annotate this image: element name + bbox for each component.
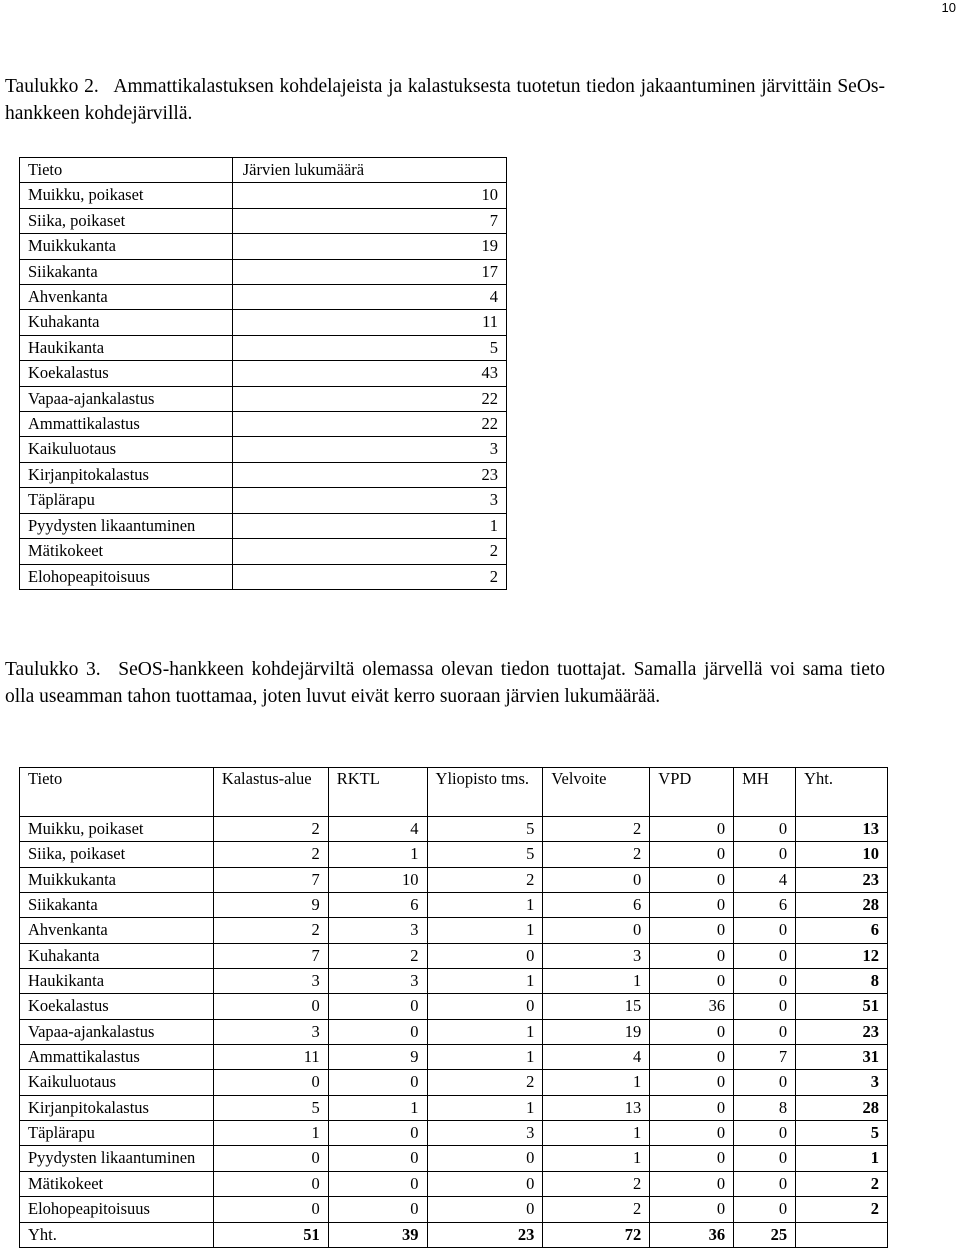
table2-caption-label: Taulukko 2. xyxy=(5,76,99,97)
table3-value-cell: 3 xyxy=(543,943,650,968)
table3-row xyxy=(20,1171,888,1196)
table3-value-cell: 7 xyxy=(213,867,328,892)
table3-value-cell: 5 xyxy=(213,1095,328,1120)
table3-value-cell: 0 xyxy=(650,893,734,918)
table2-header-cell: Tieto xyxy=(20,158,233,183)
table2-row xyxy=(20,285,507,310)
table3-value-cell: 9 xyxy=(328,1045,427,1070)
table3-value-cell: 0 xyxy=(213,1070,328,1095)
table3-value-cell: 19 xyxy=(543,1019,650,1044)
table2-row xyxy=(20,462,507,487)
table3-value-cell: 0 xyxy=(650,1045,734,1070)
table2-value-cell: 17 xyxy=(232,259,506,284)
table3-value-cell: 1 xyxy=(543,969,650,994)
table3-value-cell: 0 xyxy=(427,1197,543,1222)
table3-value-cell: 23 xyxy=(796,867,888,892)
table2-value-cell: 1 xyxy=(232,513,506,538)
table3-value-cell: 0 xyxy=(650,1095,734,1120)
table3-label-cell: Haukikanta xyxy=(20,969,214,994)
table3-row xyxy=(20,867,888,892)
table3-value-cell: 0 xyxy=(543,918,650,943)
table3-value-cell: 0 xyxy=(734,1171,796,1196)
table3-value-cell: 2 xyxy=(543,842,650,867)
table3-value-cell: 8 xyxy=(796,969,888,994)
table3-label-cell: Pyydysten likaantuminen xyxy=(20,1146,214,1171)
table3-total-cell: 25 xyxy=(734,1222,796,1247)
table3-value-cell: 0 xyxy=(328,1121,427,1146)
table3-value-cell: 0 xyxy=(650,918,734,943)
table3-value-cell: 1 xyxy=(427,1019,543,1044)
table2-row xyxy=(20,488,507,513)
table2-value-cell: 22 xyxy=(232,386,506,411)
page-number: 10 xyxy=(941,0,956,15)
table2-label-cell: Pyydysten likaantuminen xyxy=(20,513,233,538)
table3-value-cell: 28 xyxy=(796,1095,888,1120)
table2-row xyxy=(20,335,507,360)
table3-value-cell: 0 xyxy=(213,994,328,1019)
table3-value-cell: 0 xyxy=(734,817,796,842)
table2-row xyxy=(20,539,507,564)
table3-value-cell: 0 xyxy=(650,1171,734,1196)
table3-value-cell: 0 xyxy=(650,817,734,842)
table2-row xyxy=(20,183,507,208)
table3-value-cell: 28 xyxy=(796,893,888,918)
table3-value-cell: 9 xyxy=(213,893,328,918)
table3-caption-text: SeOS-hankkeen kohdejärviltä olemassa olevan tiedon tuottajat. Samalla järvellä voi sama tieto olla useamman tahon tuottamaa, joten luvut eivät kerro suoraan järvien lukumäärää. xyxy=(5,659,886,707)
table3-caption xyxy=(5,656,885,710)
table2-label-cell: Siikakanta xyxy=(20,259,233,284)
table3-value-cell: 5 xyxy=(427,842,543,867)
table2-header-cell: Järvien lukumäärä xyxy=(232,158,506,183)
table3-value-cell: 1 xyxy=(328,842,427,867)
table3-row xyxy=(20,1197,888,1222)
table3-value-cell: 2 xyxy=(796,1171,888,1196)
table3-value-cell: 0 xyxy=(650,867,734,892)
table3-label-cell: Muikku, poikaset xyxy=(20,817,214,842)
table3-value-cell: 4 xyxy=(543,1045,650,1070)
table3-value-cell: 0 xyxy=(328,1197,427,1222)
table3-value-cell: 0 xyxy=(328,1146,427,1171)
table3-value-cell: 10 xyxy=(796,842,888,867)
table3-value-cell: 2 xyxy=(796,1197,888,1222)
table3-label-cell: Kirjanpitokalastus xyxy=(20,1095,214,1120)
table3-header-cell: Yliopisto tms. xyxy=(427,768,543,817)
table3-value-cell: 23 xyxy=(796,1019,888,1044)
table3-label-cell: Ahvenkanta xyxy=(20,918,214,943)
table3-value-cell: 0 xyxy=(427,1146,543,1171)
table3-label-cell: Mätikokeet xyxy=(20,1171,214,1196)
table3-value-cell: 0 xyxy=(427,994,543,1019)
table3-value-cell: 8 xyxy=(734,1095,796,1120)
table3-value-cell: 2 xyxy=(213,817,328,842)
table2-row xyxy=(20,437,507,462)
table3-value-cell: 3 xyxy=(427,1121,543,1146)
table3-value-cell: 0 xyxy=(650,1070,734,1095)
table3-caption-label: Taulukko 3. xyxy=(5,659,101,680)
table3-header-cell: VPD xyxy=(650,768,734,817)
table3-value-cell: 1 xyxy=(796,1146,888,1171)
table2-row xyxy=(20,234,507,259)
table2-label-cell: Koekalastus xyxy=(20,361,233,386)
table3-value-cell: 1 xyxy=(427,1095,543,1120)
table3-value-cell: 3 xyxy=(328,969,427,994)
table3-value-cell: 3 xyxy=(213,1019,328,1044)
table3-value-cell: 3 xyxy=(328,918,427,943)
table3-value-cell: 1 xyxy=(543,1121,650,1146)
table3-value-cell: 2 xyxy=(427,867,543,892)
table3-value-cell: 1 xyxy=(427,893,543,918)
table3-value-cell: 6 xyxy=(734,893,796,918)
table3-row xyxy=(20,969,888,994)
table3-value-cell: 0 xyxy=(213,1146,328,1171)
table3-row xyxy=(20,918,888,943)
table3-value-cell: 12 xyxy=(796,943,888,968)
table3-label-cell: Muikkukanta xyxy=(20,867,214,892)
table3-value-cell: 36 xyxy=(650,994,734,1019)
table3-row xyxy=(20,1019,888,1044)
table2-value-cell: 3 xyxy=(232,437,506,462)
table3-total-cell: 51 xyxy=(213,1222,328,1247)
table2-value-cell: 5 xyxy=(232,335,506,360)
table3-value-cell: 0 xyxy=(650,943,734,968)
table3-row xyxy=(20,817,888,842)
table3-label-cell: Täplärapu xyxy=(20,1121,214,1146)
table2-label-cell: Ahvenkanta xyxy=(20,285,233,310)
table3-label-cell: Kuhakanta xyxy=(20,943,214,968)
table3-value-cell: 1 xyxy=(427,969,543,994)
table3-header-row xyxy=(20,768,888,817)
table3-value-cell: 0 xyxy=(734,1146,796,1171)
table2-label-cell: Siika, poikaset xyxy=(20,208,233,233)
table2-row xyxy=(20,412,507,437)
table3-row xyxy=(20,1121,888,1146)
table3-header-cell: Yht. xyxy=(796,768,888,817)
table3-header-cell: Kalastus-alue xyxy=(213,768,328,817)
table2-value-cell: 11 xyxy=(232,310,506,335)
table3-value-cell: 2 xyxy=(427,1070,543,1095)
table2-value-cell: 4 xyxy=(232,285,506,310)
table2-caption-text: Ammattikalastuksen kohdelajeista ja kalastuksesta tuotetun tiedon jakaantuminen järvittäin SeOs-hankkeen kohdejärvillä. xyxy=(5,76,885,124)
table2-row xyxy=(20,513,507,538)
table2-value-cell: 3 xyxy=(232,488,506,513)
table3-row xyxy=(20,994,888,1019)
table3-value-cell: 0 xyxy=(328,994,427,1019)
table2-value-cell: 43 xyxy=(232,361,506,386)
table2-value-cell: 7 xyxy=(232,208,506,233)
table3-value-cell: 0 xyxy=(734,943,796,968)
table3-label-cell: Elohopeapitoisuus xyxy=(20,1197,214,1222)
table3-value-cell: 0 xyxy=(734,918,796,943)
table3-value-cell: 0 xyxy=(328,1019,427,1044)
table3-value-cell: 10 xyxy=(328,867,427,892)
table3-value-cell: 0 xyxy=(427,1171,543,1196)
table3-value-cell: 3 xyxy=(213,969,328,994)
table2-value-cell: 23 xyxy=(232,462,506,487)
table3-value-cell: 0 xyxy=(650,1019,734,1044)
table3-value-cell: 15 xyxy=(543,994,650,1019)
table3-value-cell: 0 xyxy=(734,969,796,994)
table3-value-cell: 0 xyxy=(427,943,543,968)
table2-label-cell: Kirjanpitokalastus xyxy=(20,462,233,487)
table2-value-cell: 19 xyxy=(232,234,506,259)
table3-value-cell: 0 xyxy=(734,1070,796,1095)
table2-label-cell: Vapaa-ajankalastus xyxy=(20,386,233,411)
table3-row xyxy=(20,893,888,918)
table3-value-cell: 0 xyxy=(734,1019,796,1044)
table3-value-cell: 2 xyxy=(543,1171,650,1196)
table2-row xyxy=(20,564,507,589)
table3-row xyxy=(20,1070,888,1095)
table2-label-cell: Elohopeapitoisuus xyxy=(20,564,233,589)
table3-value-cell: 5 xyxy=(796,1121,888,1146)
table2-caption xyxy=(5,73,885,127)
table3-value-cell: 4 xyxy=(328,817,427,842)
table3-value-cell: 0 xyxy=(734,994,796,1019)
table3-value-cell: 2 xyxy=(543,817,650,842)
table3-header-cell: MH xyxy=(734,768,796,817)
table3-value-cell: 2 xyxy=(543,1197,650,1222)
table3-value-cell: 2 xyxy=(213,918,328,943)
table2-label-cell: Kaikuluotaus xyxy=(20,437,233,462)
table3-total-cell: 23 xyxy=(427,1222,543,1247)
table3-label-cell: Koekalastus xyxy=(20,994,214,1019)
table2-label-cell: Ammattikalastus xyxy=(20,412,233,437)
table2-label-cell: Haukikanta xyxy=(20,335,233,360)
table3 xyxy=(19,767,888,1248)
table3-value-cell: 2 xyxy=(328,943,427,968)
table2-label-cell: Muikku, poikaset xyxy=(20,183,233,208)
table3-value-cell: 0 xyxy=(650,1121,734,1146)
table2 xyxy=(19,157,507,590)
table3-total-row xyxy=(20,1222,888,1247)
table2-row xyxy=(20,208,507,233)
table3-row xyxy=(20,842,888,867)
table3-total-cell: 36 xyxy=(650,1222,734,1247)
table2-label-cell: Täplärapu xyxy=(20,488,233,513)
table3-header-cell: Velvoite xyxy=(543,768,650,817)
table3-value-cell: 1 xyxy=(328,1095,427,1120)
table3-value-cell: 0 xyxy=(543,867,650,892)
table3-total-cell: 39 xyxy=(328,1222,427,1247)
table3-row xyxy=(20,1146,888,1171)
table2-header-row xyxy=(20,158,507,183)
table3-value-cell: 0 xyxy=(213,1171,328,1196)
table3-value-cell: 5 xyxy=(427,817,543,842)
table3-label-cell: Kaikuluotaus xyxy=(20,1070,214,1095)
table3-value-cell: 1 xyxy=(543,1146,650,1171)
table3-row xyxy=(20,1045,888,1070)
table3-value-cell: 7 xyxy=(734,1045,796,1070)
table3-header-cell: Tieto xyxy=(20,768,214,817)
table3-value-cell: 0 xyxy=(650,969,734,994)
table3-value-cell: 0 xyxy=(650,1146,734,1171)
table3-value-cell: 2 xyxy=(213,842,328,867)
table3-header-cell: RKTL xyxy=(328,768,427,817)
table2-value-cell: 22 xyxy=(232,412,506,437)
table2-label-cell: Muikkukanta xyxy=(20,234,233,259)
table3-value-cell: 11 xyxy=(213,1045,328,1070)
table3-value-cell: 0 xyxy=(650,1197,734,1222)
table3-value-cell: 0 xyxy=(328,1070,427,1095)
table3-value-cell: 0 xyxy=(734,1197,796,1222)
table3-total-cell: 72 xyxy=(543,1222,650,1247)
table3-label-cell: Ammattikalastus xyxy=(20,1045,214,1070)
table3-value-cell: 1 xyxy=(213,1121,328,1146)
table3-value-cell: 51 xyxy=(796,994,888,1019)
table3-value-cell: 6 xyxy=(328,893,427,918)
table3-label-cell: Siika, poikaset xyxy=(20,842,214,867)
table2-row xyxy=(20,310,507,335)
table3-value-cell: 31 xyxy=(796,1045,888,1070)
table2-value-cell: 2 xyxy=(232,539,506,564)
table3-value-cell: 0 xyxy=(734,842,796,867)
table3-row xyxy=(20,1095,888,1120)
table3-row xyxy=(20,943,888,968)
table3-value-cell: 1 xyxy=(543,1070,650,1095)
table2-row xyxy=(20,386,507,411)
table3-value-cell: 0 xyxy=(650,842,734,867)
table3-value-cell: 6 xyxy=(796,918,888,943)
table3-total-label: Yht. xyxy=(20,1222,214,1247)
table3-value-cell: 13 xyxy=(796,817,888,842)
table2-label-cell: Kuhakanta xyxy=(20,310,233,335)
table3-value-cell: 1 xyxy=(427,1045,543,1070)
table3-value-cell: 4 xyxy=(734,867,796,892)
table3-value-cell: 0 xyxy=(213,1197,328,1222)
table2-label-cell: Mätikokeet xyxy=(20,539,233,564)
table2-value-cell: 2 xyxy=(232,564,506,589)
table3-value-cell: 6 xyxy=(543,893,650,918)
table3-value-cell: 0 xyxy=(328,1171,427,1196)
table2-value-cell: 10 xyxy=(232,183,506,208)
table3-value-cell: 7 xyxy=(213,943,328,968)
table3-label-cell: Siikakanta xyxy=(20,893,214,918)
table3-value-cell: 13 xyxy=(543,1095,650,1120)
table3-value-cell: 1 xyxy=(427,918,543,943)
table3-value-cell: 3 xyxy=(796,1070,888,1095)
table2-row xyxy=(20,361,507,386)
table2-row xyxy=(20,259,507,284)
table3-label-cell: Vapaa-ajankalastus xyxy=(20,1019,214,1044)
table3-total-cell xyxy=(796,1222,888,1247)
table3-value-cell: 0 xyxy=(734,1121,796,1146)
